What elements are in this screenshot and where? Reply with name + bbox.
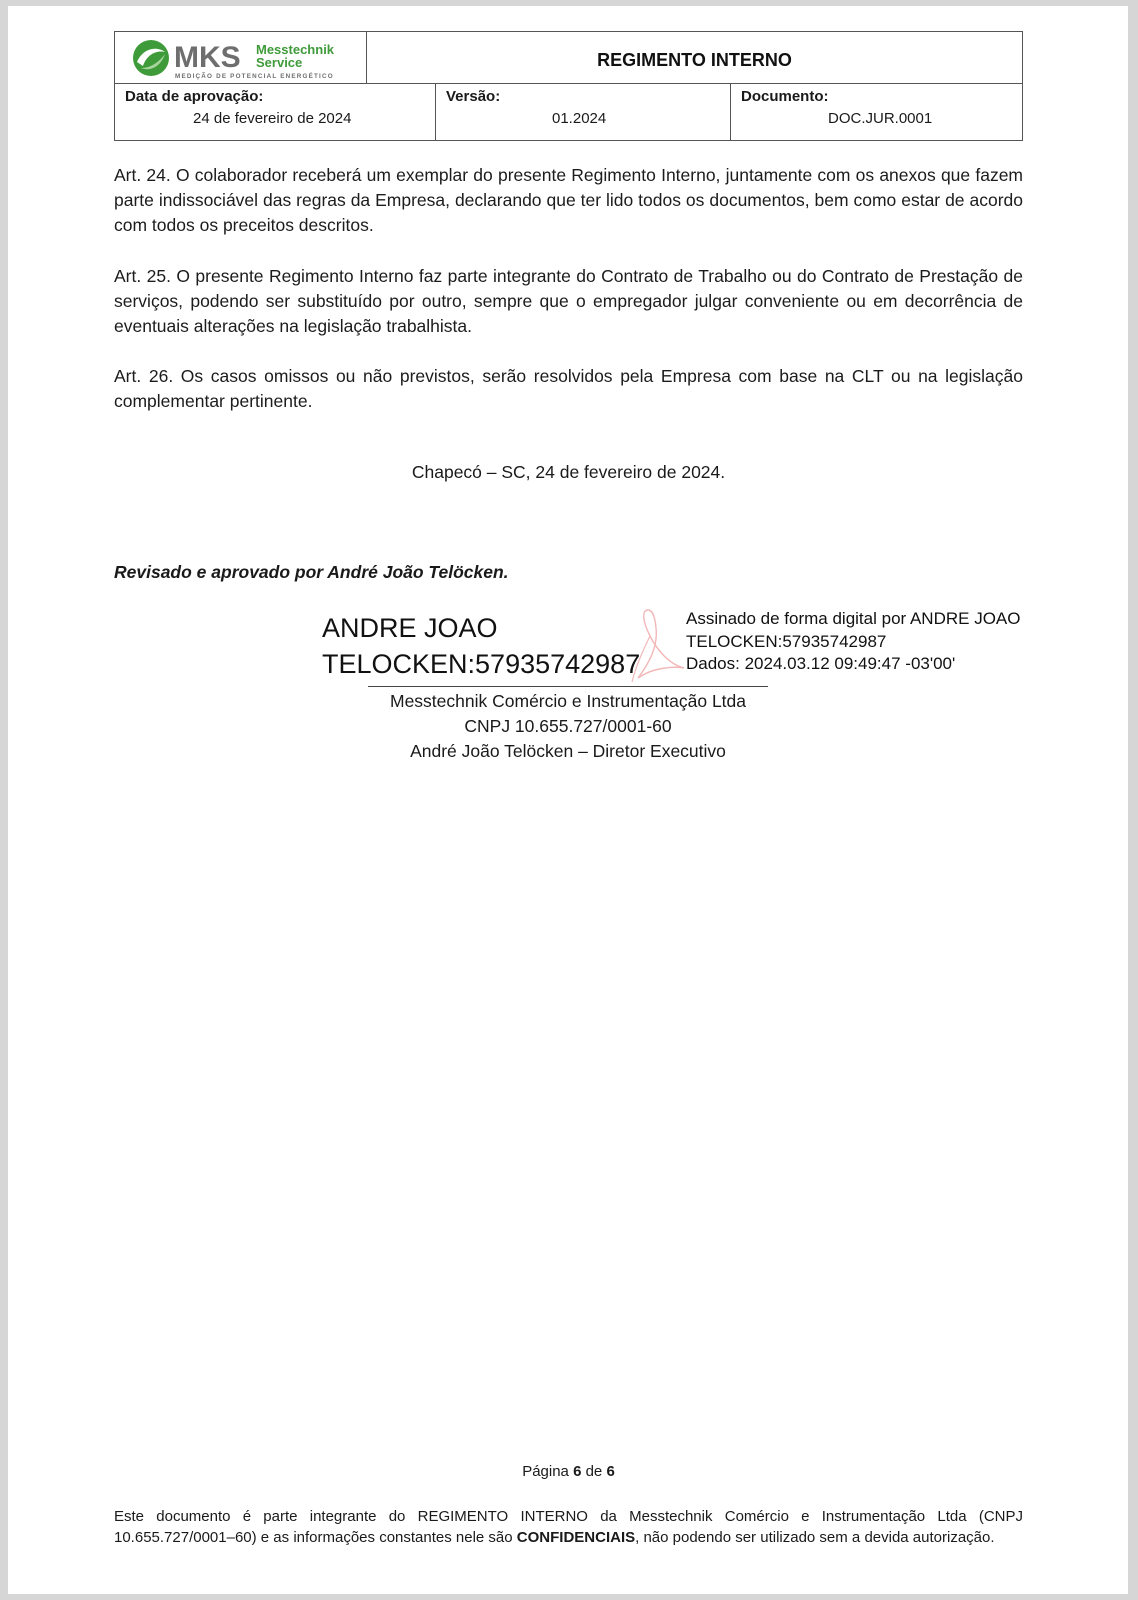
digital-signature-name: [322, 610, 640, 682]
article-24: Art. 24. O colaborador receberá um exemplar do presente Regimento Interno, juntamente com os anexos que fazem parte indissociável das regras da Empresa, declarando que ter lido todos os documentos, bem como estar de acordo com todos os preceitos descritos.: [114, 165, 1023, 235]
signature-detail-line1: Assinado de forma digital por ANDRE JOAO: [686, 609, 1021, 628]
document-page: [8, 6, 1128, 1594]
page-number: [114, 1463, 1023, 1480]
logo-name-line2: Service: [256, 55, 303, 70]
digital-signature-details: [686, 608, 1020, 676]
place-and-date: Chapecó – SC, 24 de fevereiro de 2024.: [411, 462, 726, 482]
document-title: REGIMENTO INTERNO: [597, 49, 792, 70]
signature-name-line2: TELOCKEN:57935742987: [322, 649, 641, 679]
approval-date-label: Data de aprovação:: [125, 88, 264, 105]
article-26: Art. 26. Os casos omissos ou não previstos, serão resolvidos pela Empresa com base na CLT ou na legislação complementar pertinente.: [114, 366, 1023, 411]
header-row-title: [115, 32, 1022, 84]
version-cell: [436, 84, 731, 140]
article-25: Art. 25. O presente Regimento Interno faz parte integrante do Contrato de Trabalho ou do Contrato de Prestação de serviços, podendo ser substituído por outro, sempre que o empregador julgar conveniente ou em decorrência de eventuais alterações na legislação trabalhista.: [114, 266, 1023, 336]
confidentiality-footer: [114, 1506, 1023, 1548]
version-value: 01.2024: [552, 110, 607, 127]
footer-text-before: Este documento é parte integrante do REGIMENTO INTERNO da Messtechnik Comércio e Instrumentação Ltda (CNPJ 10.655.727/0001–60) e as informações constantes nele são: [114, 1508, 1023, 1546]
signatory-company: Messtechnik Comércio e Instrumentação Ltda: [390, 691, 746, 711]
version-label: Versão:: [446, 88, 501, 105]
signature-detail-line3: Dados: 2024.03.12 09:49:47 -03'00': [686, 654, 956, 673]
page-number-prefix: Página: [522, 1463, 569, 1480]
document-code-cell: [731, 84, 1022, 140]
approval-statement: Revisado e aprovado por André João Telöcken.: [114, 562, 509, 582]
document-header-table: [114, 31, 1023, 141]
footer-confidential: CONFIDENCIAIS: [516, 1529, 636, 1546]
signature-name-line1: ANDRE JOAO: [322, 613, 498, 643]
page-number-separator: de: [585, 1463, 603, 1480]
signatory-block: [368, 689, 768, 764]
mks-logo: [131, 38, 353, 80]
header-row-meta: [115, 84, 1022, 140]
signatory-role: André João Telöcken – Diretor Executivo: [410, 741, 726, 761]
page-number-current: 6: [573, 1463, 582, 1480]
logo-tagline: MEDIÇÃO DE POTENCIAL ENERGÉTICO: [175, 73, 334, 80]
signatory-cnpj: CNPJ 10.655.727/0001-60: [464, 716, 672, 736]
signature-line: [368, 686, 768, 687]
page-number-total: 6: [606, 1463, 615, 1480]
logo-brand: MKS: [174, 41, 241, 74]
approval-date-value: 24 de fevereiro de 2024: [193, 110, 352, 127]
signature-watermark-icon: [628, 606, 688, 686]
logo-name-line1: Messtechnik: [256, 42, 335, 57]
logo-cell: [115, 32, 367, 84]
document-code-label: Documento:: [741, 88, 829, 105]
footer-text-after: , não podendo ser utilizado sem a devida autorização.: [635, 1529, 995, 1546]
signature-detail-line2: TELOCKEN:57935742987: [686, 631, 887, 651]
approval-date-cell: [115, 84, 436, 140]
document-code-value: DOC.JUR.0001: [828, 110, 933, 127]
